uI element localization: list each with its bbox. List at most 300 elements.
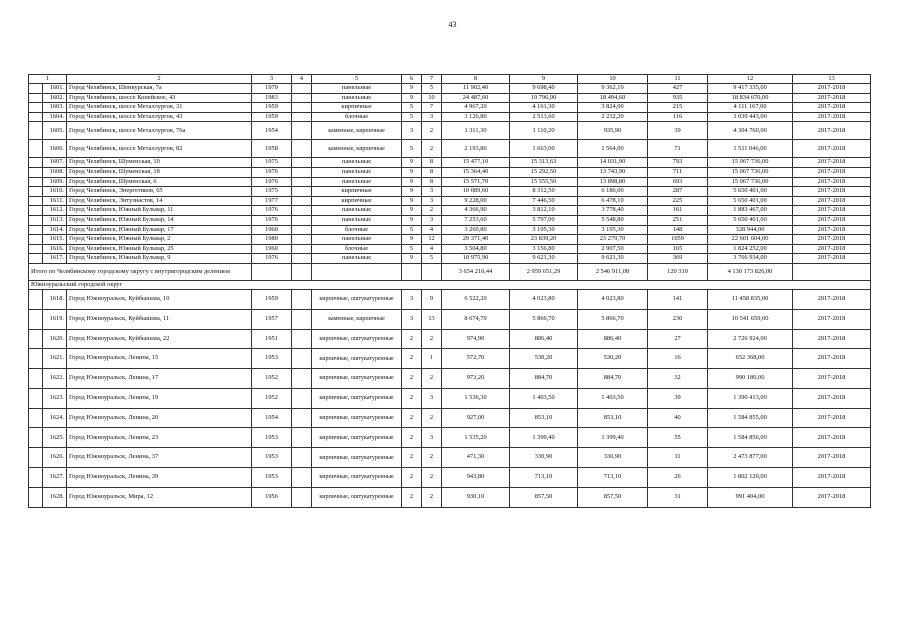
- row-number: 1624.: [43, 408, 67, 428]
- row-area-residential: 2 907,50: [578, 244, 648, 254]
- row-area-premises: 2 513,60: [510, 112, 578, 122]
- row-area-residential: 13 898,80: [578, 177, 648, 187]
- row-residents: 148: [648, 225, 708, 235]
- row-area-residential: 884,70: [578, 369, 648, 389]
- table-row: [29, 215, 871, 225]
- row-col4: [292, 254, 312, 264]
- row-area-premises: 15 555,50: [510, 177, 578, 187]
- row-number: 1601.: [43, 84, 67, 94]
- row-area-residential: 13 743,90: [578, 167, 648, 177]
- row-gutter: [29, 329, 43, 349]
- row-total-area: 6 522,20: [442, 289, 510, 309]
- row-total-area: 974,90: [442, 329, 510, 349]
- row-wall-material: каменные, кирпичные: [312, 140, 402, 158]
- row-floors: 3: [402, 122, 422, 140]
- row-col4: [292, 408, 312, 428]
- row-address: Город Челябинск, шоссе Металлургов, 31: [67, 103, 252, 113]
- row-area-premises: 5 866,70: [510, 309, 578, 329]
- row-area-premises: 853,10: [510, 408, 578, 428]
- row-year: 1975: [252, 187, 292, 197]
- header-row: [29, 75, 871, 84]
- row-wall-material: блочные: [312, 244, 402, 254]
- row-wall-material: кирпичные, оштукатуренные: [312, 289, 402, 309]
- table-row: [29, 309, 871, 329]
- table-row: [29, 428, 871, 448]
- header-cell-11: 11: [648, 75, 708, 84]
- row-floors: 9: [402, 93, 422, 103]
- row-gutter: [29, 84, 43, 94]
- row-area-premises: 9 698,40: [510, 84, 578, 94]
- header-cell-1: 1: [29, 75, 67, 84]
- row-area-premises: 3 812,10: [510, 206, 578, 216]
- row-cost: 22 601 604,00: [708, 235, 793, 245]
- row-period: 2017-2018: [793, 448, 871, 468]
- row-entrances: 10: [422, 93, 442, 103]
- row-number: 1628.: [43, 487, 67, 507]
- row-entrances: 3: [422, 388, 442, 408]
- row-total-area: 943,80: [442, 468, 510, 488]
- row-period: 2017-2018: [793, 196, 871, 206]
- row-address: Город Южноуральск, Ленина, 17: [67, 369, 252, 389]
- row-number: 1609.: [43, 177, 67, 187]
- row-period: 2017-2018: [793, 388, 871, 408]
- row-residents: 39: [648, 388, 708, 408]
- row-number: 1608.: [43, 167, 67, 177]
- table-row: [29, 388, 871, 408]
- row-period: 2017-2018: [793, 177, 871, 187]
- row-entrances: 2: [422, 468, 442, 488]
- row-number: 1604.: [43, 112, 67, 122]
- row-wall-material: кирпичные, оштукатуренные: [312, 487, 402, 507]
- header-cell-8: 8: [442, 75, 510, 84]
- row-year: 1954: [252, 408, 292, 428]
- row-cost: 4 304 760,00: [708, 122, 793, 140]
- row-floors: 9: [402, 84, 422, 94]
- row-entrances: 3: [422, 112, 442, 122]
- section-title: Южноуральский городской округ: [29, 280, 871, 289]
- row-residents: 165: [648, 244, 708, 254]
- row-year: 1958: [252, 140, 292, 158]
- row-cost: 1 802 120,00: [708, 468, 793, 488]
- row-floors: 2: [402, 388, 422, 408]
- row-wall-material: кирпичные, оштукатуренные: [312, 388, 402, 408]
- row-address: Город Челябинск, Южный Бульвар, 11: [67, 206, 252, 216]
- row-area-residential: 9 621,30: [578, 254, 648, 264]
- row-floors: 9: [402, 167, 422, 177]
- row-residents: 141: [648, 289, 708, 309]
- row-address: Город Челябинск, Шенкурская, 7а: [67, 84, 252, 94]
- row-year: 1977: [252, 196, 292, 206]
- row-number: 1613.: [43, 215, 67, 225]
- row-year: 1976: [252, 177, 292, 187]
- row-area-residential: 935,90: [578, 122, 648, 140]
- row-entrances: 9: [422, 289, 442, 309]
- row-total-area: 11 902,40: [442, 84, 510, 94]
- row-col4: [292, 103, 312, 113]
- row-cost: 1 824 252,00: [708, 244, 793, 254]
- row-area-residential: 886,40: [578, 329, 648, 349]
- row-address: Город Челябинск, Энергетиков, 65: [67, 187, 252, 197]
- row-floors: 2: [402, 329, 422, 349]
- row-entrances: 2: [422, 122, 442, 140]
- row-gutter: [29, 408, 43, 428]
- row-entrances: 13: [422, 309, 442, 329]
- row-year: 1957: [252, 309, 292, 329]
- row-col4: [292, 84, 312, 94]
- row-col4: [292, 215, 312, 225]
- row-cost: 9 417 335,00: [708, 84, 793, 94]
- row-total-area: 7 253,60: [442, 215, 510, 225]
- row-period: 2017-2018: [793, 206, 871, 216]
- row-col4: [292, 225, 312, 235]
- row-address: Город Южноуральск, Куйбышева, 10: [67, 289, 252, 309]
- row-floors: 9: [402, 235, 422, 245]
- row-residents: 427: [648, 84, 708, 94]
- row-period: 2017-2018: [793, 309, 871, 329]
- header-cell-12: 12: [708, 75, 793, 84]
- table-row: [29, 235, 871, 245]
- row-address: Город Южноуральск, Ленина, 39: [67, 468, 252, 488]
- row-period: 2017-2018: [793, 254, 871, 264]
- header-cell-5: 5: [312, 75, 402, 84]
- table-row: [29, 468, 871, 488]
- row-address: Город Челябинск, Шуменская, 10: [67, 158, 252, 168]
- row-area-residential: 530,20: [578, 349, 648, 369]
- row-floors: 2: [402, 468, 422, 488]
- table-row: [29, 369, 871, 389]
- row-address: Город Челябинск, Энтузиастов, 14: [67, 196, 252, 206]
- row-address: Город Челябинск, Южный Бульвар, 17: [67, 225, 252, 235]
- row-entrances: 8: [422, 177, 442, 187]
- row-address: Город Южноуральск, Ленина, 20: [67, 408, 252, 428]
- row-gutter: [29, 428, 43, 448]
- row-area-premises: 7 446,50: [510, 196, 578, 206]
- row-col4: [292, 235, 312, 245]
- row-cost: 5 650 401,00: [708, 187, 793, 197]
- row-entrances: 8: [422, 167, 442, 177]
- row-entrances: 3: [422, 196, 442, 206]
- row-area-premises: 3 156,80: [510, 244, 578, 254]
- row-col4: [292, 329, 312, 349]
- row-gutter: [29, 309, 43, 329]
- row-year: 1953: [252, 468, 292, 488]
- row-cost: 990 180,00: [708, 369, 793, 389]
- row-area-residential: 3 824,00: [578, 103, 648, 113]
- table-row: [29, 487, 871, 507]
- row-floors: 9: [402, 158, 422, 168]
- table-row: [29, 254, 871, 264]
- row-col4: [292, 487, 312, 507]
- row-residents: 711: [648, 167, 708, 177]
- row-entrances: 2: [422, 329, 442, 349]
- row-col4: [292, 468, 312, 488]
- row-cost: 18 834 670,00: [708, 93, 793, 103]
- row-floors: 9: [402, 215, 422, 225]
- row-entrances: 2: [422, 408, 442, 428]
- total-cost: 4 130 173 826,00: [708, 263, 793, 280]
- header-cell-4: 4: [292, 75, 312, 84]
- row-number: 1607.: [43, 158, 67, 168]
- row-number: 1614.: [43, 225, 67, 235]
- row-gutter: [29, 289, 43, 309]
- row-entrances: 2: [422, 487, 442, 507]
- row-address: Город Челябинск, шоссе Металлургов, 82: [67, 140, 252, 158]
- row-area-residential: 23 279,70: [578, 235, 648, 245]
- row-number: 1617.: [43, 254, 67, 264]
- table-row: [29, 140, 871, 158]
- row-floors: 5: [402, 140, 422, 158]
- row-period: 2017-2018: [793, 329, 871, 349]
- row-area-premises: 857,50: [510, 487, 578, 507]
- row-total-area: 1 535,20: [442, 428, 510, 448]
- row-address: Город Челябинск, Южный Бульвар, 14: [67, 215, 252, 225]
- row-wall-material: кирпичные, оштукатуренные: [312, 329, 402, 349]
- row-period: 2017-2018: [793, 140, 871, 158]
- table-row: [29, 349, 871, 369]
- row-number: 1610.: [43, 187, 67, 197]
- row-cost: 15 067 736,00: [708, 158, 793, 168]
- row-wall-material: кирпичные, оштукатуренные: [312, 369, 402, 389]
- row-residents: 161: [648, 206, 708, 216]
- row-col4: [292, 428, 312, 448]
- row-area-premises: 4 023,80: [510, 289, 578, 309]
- scan-artifact: [871, 628, 897, 636]
- row-floors: 2: [402, 408, 422, 428]
- row-residents: 287: [648, 187, 708, 197]
- row-area-residential: 14 031,90: [578, 158, 648, 168]
- row-total-area: 8 674,70: [442, 309, 510, 329]
- row-year: 1976: [252, 206, 292, 216]
- row-address: Город Южноуральск, Куйбышева, 11: [67, 309, 252, 329]
- row-address: Город Южноуральск, Ленина, 19: [67, 388, 252, 408]
- row-number: 1626.: [43, 448, 67, 468]
- row-cost: 991 404,00: [708, 487, 793, 507]
- row-area-premises: 15 292,50: [510, 167, 578, 177]
- row-total-area: 9 228,00: [442, 196, 510, 206]
- row-floors: 3: [402, 309, 422, 329]
- row-period: 2017-2018: [793, 428, 871, 448]
- row-cost: 3 039 443,00: [708, 112, 793, 122]
- header-cell-2: 2: [67, 75, 252, 84]
- row-area-premises: 3 195,30: [510, 225, 578, 235]
- row-residents: 251: [648, 215, 708, 225]
- row-area-residential: 5 548,80: [578, 215, 648, 225]
- row-total-area: 3 260,80: [442, 225, 510, 235]
- row-gutter: [29, 369, 43, 389]
- row-number: 1623.: [43, 388, 67, 408]
- row-year: 1952: [252, 388, 292, 408]
- row-wall-material: панельные: [312, 167, 402, 177]
- row-cost: 1 390 413,00: [708, 388, 793, 408]
- row-total-area: 29 371,40: [442, 235, 510, 245]
- row-wall-material: кирпичные, оштукатуренные: [312, 349, 402, 369]
- row-number: 1622.: [43, 369, 67, 389]
- row-area-residential: 18 494,60: [578, 93, 648, 103]
- row-year: 1983: [252, 93, 292, 103]
- row-total-area: 930,10: [442, 487, 510, 507]
- table-row: [29, 225, 871, 235]
- row-area-residential: 3 778,40: [578, 206, 648, 216]
- row-floors: 3: [402, 289, 422, 309]
- row-floors: 2: [402, 349, 422, 369]
- row-area-premises: 23 839,20: [510, 235, 578, 245]
- row-residents: 26: [648, 468, 708, 488]
- row-year: 1976: [252, 254, 292, 264]
- row-col4: [292, 289, 312, 309]
- row-entrances: 3: [422, 187, 442, 197]
- row-cost: 10 541 659,00: [708, 309, 793, 329]
- row-period: 2017-2018: [793, 187, 871, 197]
- row-wall-material: кирпичные: [312, 196, 402, 206]
- row-gutter: [29, 206, 43, 216]
- row-entrances: 4: [422, 225, 442, 235]
- row-wall-material: панельные: [312, 93, 402, 103]
- row-gutter: [29, 196, 43, 206]
- row-year: 1960: [252, 244, 292, 254]
- row-col4: [292, 196, 312, 206]
- row-area-premises: 4 161,30: [510, 103, 578, 113]
- row-entrances: 2: [422, 448, 442, 468]
- row-wall-material: блочные: [312, 225, 402, 235]
- row-year: 1959: [252, 289, 292, 309]
- row-entrances: 7: [422, 103, 442, 113]
- row-floors: 9: [402, 254, 422, 264]
- row-year: 1975: [252, 158, 292, 168]
- row-area-premises: 330,90: [510, 448, 578, 468]
- header-cell-9: 9: [510, 75, 578, 84]
- row-period: 2017-2018: [793, 487, 871, 507]
- total-empty: [252, 263, 292, 280]
- header-cell-3: 3: [252, 75, 292, 84]
- table-row: [29, 158, 871, 168]
- table-row: [29, 112, 871, 122]
- row-address: Город Челябинск, Шуменская, 18: [67, 167, 252, 177]
- row-total-area: 4 967,20: [442, 103, 510, 113]
- row-number: 1602.: [43, 93, 67, 103]
- row-cost: 2 726 924,00: [708, 329, 793, 349]
- row-total-area: 10 975,90: [442, 254, 510, 264]
- row-cost: 1 584 855,00: [708, 408, 793, 428]
- row-entrances: 8: [422, 158, 442, 168]
- row-col4: [292, 112, 312, 122]
- total-empty: [422, 263, 442, 280]
- row-year: 1953: [252, 448, 292, 468]
- row-year: 1951: [252, 329, 292, 349]
- row-total-area: 24 487,60: [442, 93, 510, 103]
- total-label: Итого по Челябинскому городскому округу с внутригородским делением: [29, 263, 252, 280]
- total-empty: [402, 263, 422, 280]
- row-gutter: [29, 93, 43, 103]
- row-address: Город Челябинск, Южный Бульвар, 9: [67, 254, 252, 264]
- row-number: 1627.: [43, 468, 67, 488]
- row-residents: 27: [648, 329, 708, 349]
- row-number: 1603.: [43, 103, 67, 113]
- total-area: 3 654 210,44: [442, 263, 510, 280]
- row-area-premises: 1 403,50: [510, 388, 578, 408]
- row-residents: 693: [648, 177, 708, 187]
- row-residents: 40: [648, 408, 708, 428]
- row-floors: 9: [402, 196, 422, 206]
- table-row: [29, 187, 871, 197]
- housing-registry-table: [28, 74, 871, 508]
- row-period: 2017-2018: [793, 215, 871, 225]
- row-gutter: [29, 158, 43, 168]
- row-address: Город Челябинск, Южный Бульвар, 2: [67, 235, 252, 245]
- row-cost: 5 650 401,00: [708, 215, 793, 225]
- row-period: 2017-2018: [793, 122, 871, 140]
- row-area-premises: 1 110,20: [510, 122, 578, 140]
- row-col4: [292, 122, 312, 140]
- row-number: 1605.: [43, 122, 67, 140]
- row-floors: 9: [402, 206, 422, 216]
- row-number: 1616.: [43, 244, 67, 254]
- row-col4: [292, 206, 312, 216]
- row-year: 1959: [252, 103, 292, 113]
- row-floors: 2: [402, 428, 422, 448]
- row-period: 2017-2018: [793, 167, 871, 177]
- row-number: 1621.: [43, 349, 67, 369]
- total-residents: 120 310: [648, 263, 708, 280]
- row-wall-material: панельные: [312, 215, 402, 225]
- table-row: [29, 103, 871, 113]
- table-row: [29, 93, 871, 103]
- row-area-premises: 886,40: [510, 329, 578, 349]
- row-number: 1611.: [43, 196, 67, 206]
- row-total-area: 10 089,60: [442, 187, 510, 197]
- row-residents: 32: [648, 369, 708, 389]
- row-period: 2017-2018: [793, 244, 871, 254]
- row-total-area: 3 504,80: [442, 244, 510, 254]
- row-floors: 2: [402, 448, 422, 468]
- row-address: Город Челябинск, Шуменская, 6: [67, 177, 252, 187]
- table-row: [29, 84, 871, 94]
- row-residents: 71: [648, 140, 708, 158]
- row-cost: 15 067 736,00: [708, 177, 793, 187]
- row-number: 1618.: [43, 289, 67, 309]
- page-number: 43: [448, 20, 457, 29]
- row-area-residential: 3 195,30: [578, 225, 648, 235]
- row-area-premises: 8 312,50: [510, 187, 578, 197]
- row-residents: 230: [648, 309, 708, 329]
- row-wall-material: кирпичные, оштукатуренные: [312, 448, 402, 468]
- row-residents: 31: [648, 487, 708, 507]
- row-total-area: 572,70: [442, 349, 510, 369]
- row-floors: 5: [402, 225, 422, 235]
- row-number: 1612.: [43, 206, 67, 216]
- row-gutter: [29, 167, 43, 177]
- row-cost: 1 584 856,00: [708, 428, 793, 448]
- row-address: Город Южноуральск, Мира, 12: [67, 487, 252, 507]
- table-row: [29, 177, 871, 187]
- row-gutter: [29, 177, 43, 187]
- row-total-area: 973,20: [442, 369, 510, 389]
- row-wall-material: панельные: [312, 254, 402, 264]
- row-col4: [292, 158, 312, 168]
- row-gutter: [29, 215, 43, 225]
- row-number: 1619.: [43, 309, 67, 329]
- row-entrances: 2: [422, 140, 442, 158]
- row-area-residential: 330,90: [578, 448, 648, 468]
- row-gutter: [29, 388, 43, 408]
- row-gutter: [29, 235, 43, 245]
- table-row: [29, 196, 871, 206]
- row-residents: 39: [648, 122, 708, 140]
- row-residents: 369: [648, 254, 708, 264]
- row-area-residential: 4 023,80: [578, 289, 648, 309]
- row-year: 1952: [252, 369, 292, 389]
- row-entrances: 3: [422, 428, 442, 448]
- row-col4: [292, 187, 312, 197]
